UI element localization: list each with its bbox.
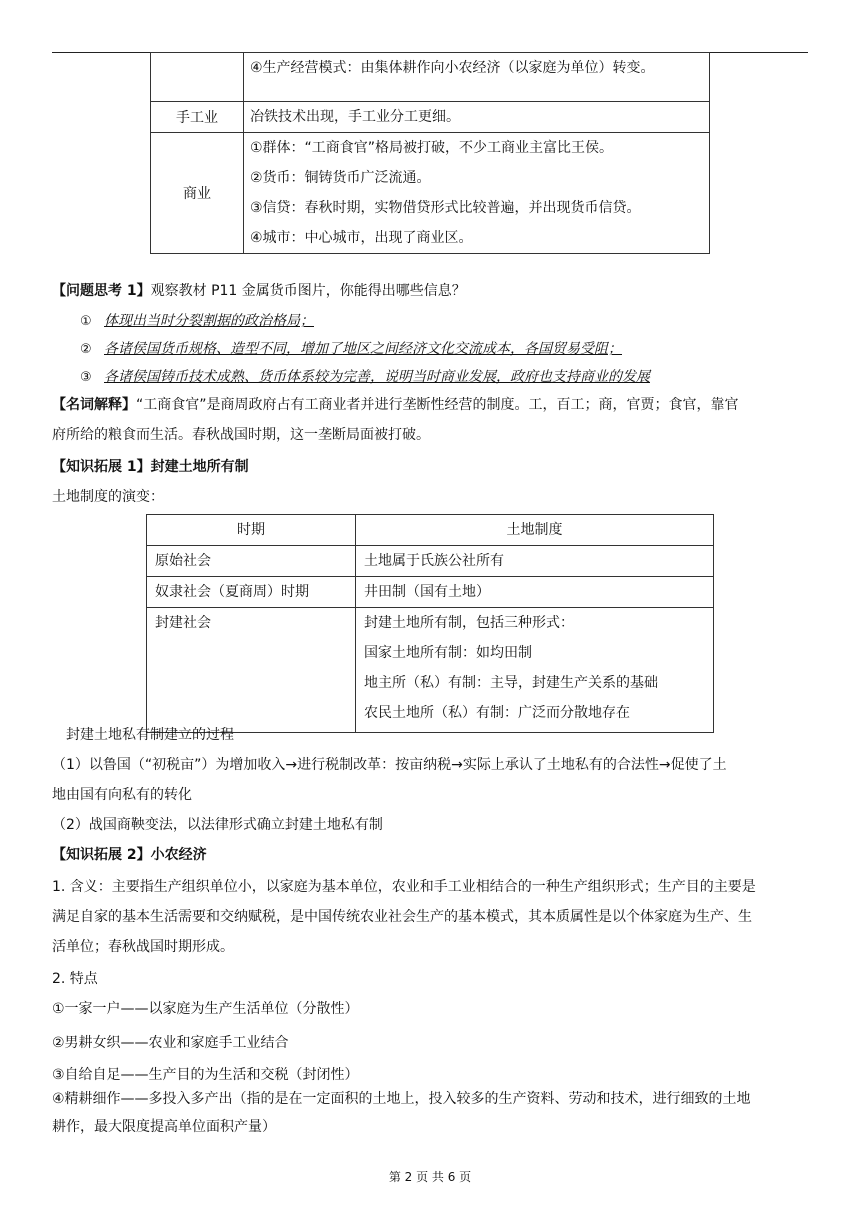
definition-line-2: 满足自家的基本生活需要和交纳赋税，是中国传统农业社会生产的基本模式，其本质属性是以个体家庭为生产、生 xyxy=(52,909,752,925)
item-number: ② xyxy=(80,342,92,357)
table-cell-content xyxy=(244,102,710,133)
table-line: 冶铁技术出现，手工业分工更细。 xyxy=(250,109,460,125)
table-line: ②货币：铜铸货币广泛流通。 xyxy=(250,170,431,186)
item-number: ① xyxy=(80,314,92,329)
table-line: ④生产经营模式：由集体耕作向小农经济（以家庭为单位）转变。 xyxy=(250,60,655,76)
list-item xyxy=(80,364,800,391)
process-step-1-line-2: 地由国有向私有的转化 xyxy=(52,787,192,803)
definition-line-1: 1. 含义：主要指生产组织单位小，以家庭为基本单位，农业和手工业相结合的一种生产组织形式；生产目的主要是 xyxy=(52,879,756,895)
table-row xyxy=(147,608,714,733)
table-row xyxy=(147,546,714,577)
feature-3: ③自给自足——生产目的为生活和交税（封闭性） xyxy=(52,1067,359,1083)
table-line: ④城市：中心城市，出现了商业区。 xyxy=(250,230,473,246)
table-cell-label xyxy=(151,53,244,102)
table-cell xyxy=(356,608,714,733)
item-text: 各诸侯国货币规格、造型不同，增加了地区之间经济文化交流成本，各国贸易受阻； xyxy=(104,341,622,357)
definition-line-3: 活单位；春秋战国时期形成。 xyxy=(52,939,234,955)
table-cell-content xyxy=(244,133,710,254)
column-header: 时期 xyxy=(147,515,356,546)
table-cell: 奴隶社会（夏商周）时期 xyxy=(147,577,356,608)
question-heading: 【问题思考 1】 xyxy=(52,283,151,299)
list-item xyxy=(80,308,800,335)
table-row xyxy=(147,577,714,608)
item-text: 各诸侯国铸币技术成熟、货币体系较为完善，说明当时商业发展，政府也支持商业的发展 xyxy=(104,369,650,385)
table-cell: 土地属于氏族公社所有 xyxy=(356,546,714,577)
table-cell-label: 手工业 xyxy=(151,102,244,133)
table-line: ③信贷：春秋时期，实物借贷形式比较普遍，并出现货币信贷。 xyxy=(250,200,641,216)
table-cell-label: 商业 xyxy=(151,133,244,254)
ext2-heading: 【知识拓展 2】小农经济 xyxy=(52,847,207,863)
table-header-row xyxy=(147,515,714,546)
feature-2: ②男耕女织——农业和家庭手工业结合 xyxy=(52,1035,289,1051)
feature-1: ①一家一户——以家庭为生产生活单位（分散性） xyxy=(52,1001,359,1017)
term-text: “工商食官”是商周政府占有工商业者并进行垄断性经营的制度。工，百工；商，官贾；食官，靠官 xyxy=(136,397,739,413)
table-cell: 原始社会 xyxy=(147,546,356,577)
process-step-1-line-1: （1）以鲁国（“初税亩”）为增加收入→进行税制改革：按亩纳税→实际上承认了土地私有的合法性→促使了土 xyxy=(52,757,727,773)
table-row xyxy=(151,102,710,133)
feature-4-line-2: 耕作，最大限度提高单位面积产量） xyxy=(52,1119,276,1135)
question-prompt: 观察教材 P11 金属货币图片，你能得出哪些信息？ xyxy=(150,283,466,299)
ext1-intro: 土地制度的演变： xyxy=(52,489,164,505)
process-title: 封建土地私有制建立的过程 xyxy=(66,727,234,743)
table-cell-content xyxy=(244,53,710,102)
question-heading-line xyxy=(52,278,808,304)
table-cell: 封建社会 xyxy=(147,608,356,733)
table-line: ①群体：“工商食官”格局被打破，不少工商业主富比王侯。 xyxy=(250,140,614,156)
item-number: ③ xyxy=(80,370,92,385)
land-system-table xyxy=(146,514,714,733)
term-line-2: 府所给的粮食而生活。春秋战国时期，这一垄断局面被打破。 xyxy=(52,427,430,443)
economy-table xyxy=(150,52,710,254)
page-footer: 第 2 页 共 6 页 xyxy=(388,1170,472,1184)
table-row xyxy=(151,133,710,254)
ext1-heading: 【知识拓展 1】封建土地所有制 xyxy=(52,459,249,475)
table-line: 国家土地所有制：如均田制 xyxy=(364,645,532,661)
column-header: 土地制度 xyxy=(356,515,714,546)
table-line: 农民土地所（私）有制：广泛而分散地存在 xyxy=(364,705,630,721)
list-item xyxy=(80,336,800,363)
term-line-1 xyxy=(52,392,808,418)
table-line: 封建土地所有制，包括三种形式： xyxy=(364,615,574,631)
table-line: 地主所（私）有制：主导，封建生产关系的基础 xyxy=(364,675,658,691)
feature-4-line-1: ④精耕细作——多投入多产出（指的是在一定面积的土地上，投入较多的生产资料、劳动和技术，进行细致的土地 xyxy=(52,1091,751,1107)
term-heading: 【名词解释】 xyxy=(52,397,136,413)
table-row xyxy=(151,53,710,102)
table-cell: 井田制（国有土地） xyxy=(356,577,714,608)
process-step-2: （2）战国商鞅变法，以法律形式确立封建土地私有制 xyxy=(52,817,383,833)
item-text: 体现出当时分裂割据的政治格局； xyxy=(104,313,314,329)
features-title: 2. 特点 xyxy=(52,971,98,987)
